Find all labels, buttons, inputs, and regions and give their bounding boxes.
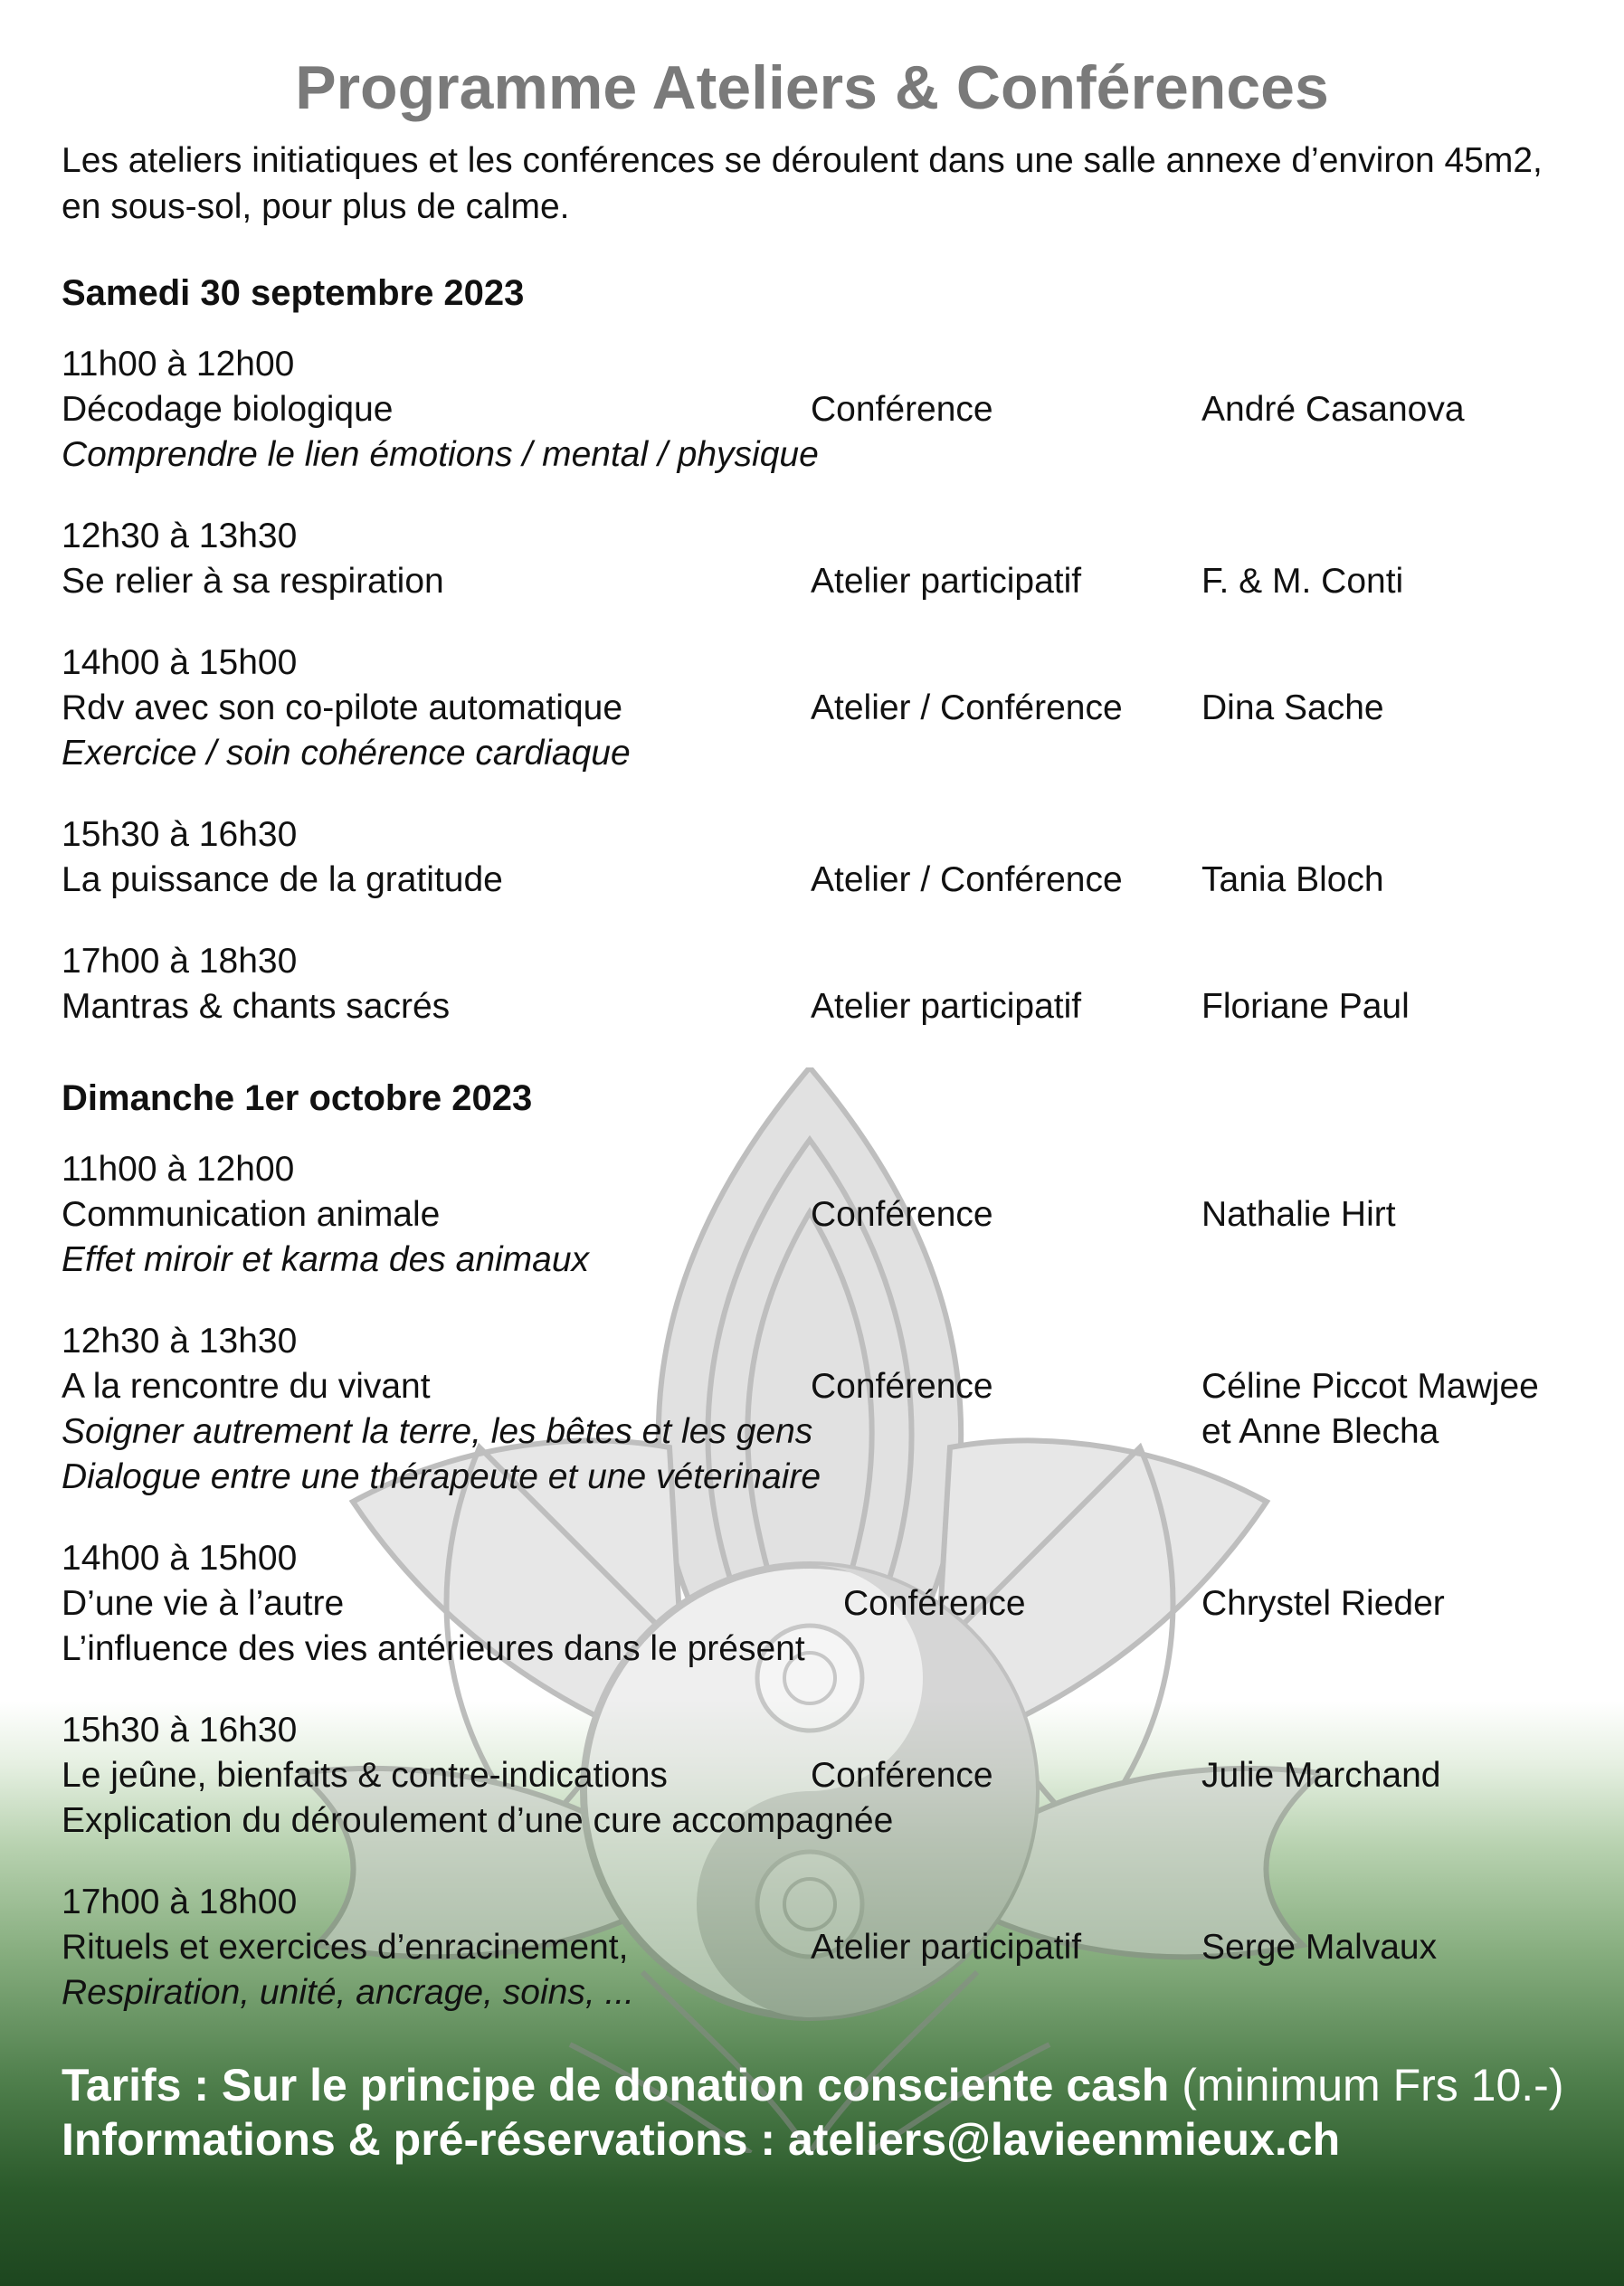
page-title: Programme Ateliers & Conférences <box>295 53 1329 122</box>
event-time: 12h30 à 13h30 <box>62 1322 298 1361</box>
event-type: Atelier participatif <box>811 562 1082 601</box>
event-subtitle: Comprendre le lien émotions / mental / physique <box>62 435 819 474</box>
event-title: A la rencontre du vivant <box>62 1367 431 1406</box>
event-title: Rdv avec son co-pilote automatique <box>62 688 623 727</box>
intro-text: Les ateliers initiatiques et les conférences se déroulent dans une salle annexe d’environ 45m2, en sous-sol, pour plus de calme. <box>62 141 1543 226</box>
event-title: Mantras & chants sacrés <box>62 987 451 1026</box>
event-title: Se relier à sa respiration <box>62 562 444 601</box>
event-speaker: Nathalie Hirt <box>1201 1195 1396 1234</box>
event-time: 15h30 à 16h30 <box>62 1711 298 1750</box>
event-time: 11h00 à 12h00 <box>62 1150 295 1189</box>
event-subtitle: Effet miroir et karma des animaux <box>62 1240 590 1279</box>
event-title: D’une vie à l’autre <box>62 1584 345 1623</box>
event-time: 14h00 à 15h00 <box>62 643 298 682</box>
event-item <box>0 941 1624 1167</box>
event-type: Atelier participatif <box>811 987 1082 1026</box>
event-speaker: André Casanova <box>1201 390 1465 429</box>
event-subtitle: Exercice / soin cohérence cardiaque <box>62 734 631 773</box>
tarifs-minimum: (minimum Frs 10.-) <box>1182 2060 1564 2111</box>
tarifs-line <box>62 2059 1563 2111</box>
event-type: Atelier / Conférence <box>811 688 1123 727</box>
event-type: Conférence <box>811 1756 993 1795</box>
day-heading-sunday: Dimanche 1er octobre 2023 <box>62 1078 533 1118</box>
event-type: Atelier participatif <box>811 1928 1082 1967</box>
event-speaker: Chrystel Rieder <box>1201 1584 1445 1623</box>
day-heading-saturday: Samedi 30 septembre 2023 <box>62 273 525 313</box>
tarifs-text: Tarifs : Sur le principe de donation consciente cash <box>62 2060 1170 2111</box>
event-speaker: F. & M. Conti <box>1201 562 1404 601</box>
event-speaker: Tania Bloch <box>1201 860 1384 899</box>
event-type: Atelier / Conférence <box>811 860 1123 899</box>
event-time: 14h00 à 15h00 <box>62 1539 298 1578</box>
event-time: 17h00 à 18h00 <box>62 1883 298 1921</box>
event-speaker: Céline Piccot Mawjee <box>1201 1367 1539 1406</box>
event-subtitle: Respiration, unité, ancrage, soins, ... <box>62 1973 635 2012</box>
event-time: 11h00 à 12h00 <box>62 345 295 384</box>
info-reservation-line[interactable]: Informations & pré-réservations : ateliers@lavieenmieux.ch <box>62 2114 1341 2165</box>
event-title: Rituels et exercices d’enracinement, <box>62 1928 629 1967</box>
event-time: 12h30 à 13h30 <box>62 517 298 555</box>
event-time: 15h30 à 16h30 <box>62 815 298 854</box>
event-speaker: Julie Marchand <box>1201 1756 1441 1795</box>
event-speaker: Dina Sache <box>1201 688 1384 727</box>
event-speaker: Floriane Paul <box>1201 987 1410 1026</box>
event-type: Conférence <box>843 1584 1026 1623</box>
event-speaker-2: et Anne Blecha <box>1201 1412 1439 1451</box>
event-title: Décodage biologique <box>62 390 394 429</box>
event-subtitle: Explication du déroulement d’une cure accompagnée <box>62 1801 894 1840</box>
event-title: Communication animale <box>62 1195 441 1234</box>
event-type: Conférence <box>811 1195 993 1234</box>
event-speaker: Serge Malvaux <box>1201 1928 1438 1967</box>
event-type: Conférence <box>811 390 993 429</box>
event-type: Conférence <box>811 1367 993 1406</box>
event-subtitle: L’influence des vies antérieures dans le présent <box>62 1629 805 1668</box>
event-title: Le jeûne, bienfaits & contre-indications <box>62 1756 668 1795</box>
event-subtitle-2: Dialogue entre une thérapeute et une véterinaire <box>62 1457 821 1496</box>
event-title: La puissance de la gratitude <box>62 860 503 899</box>
event-subtitle: Soigner autrement la terre, les bêtes et les gens <box>62 1412 813 1451</box>
event-item <box>0 1321 1624 1547</box>
event-time: 17h00 à 18h30 <box>62 942 298 981</box>
